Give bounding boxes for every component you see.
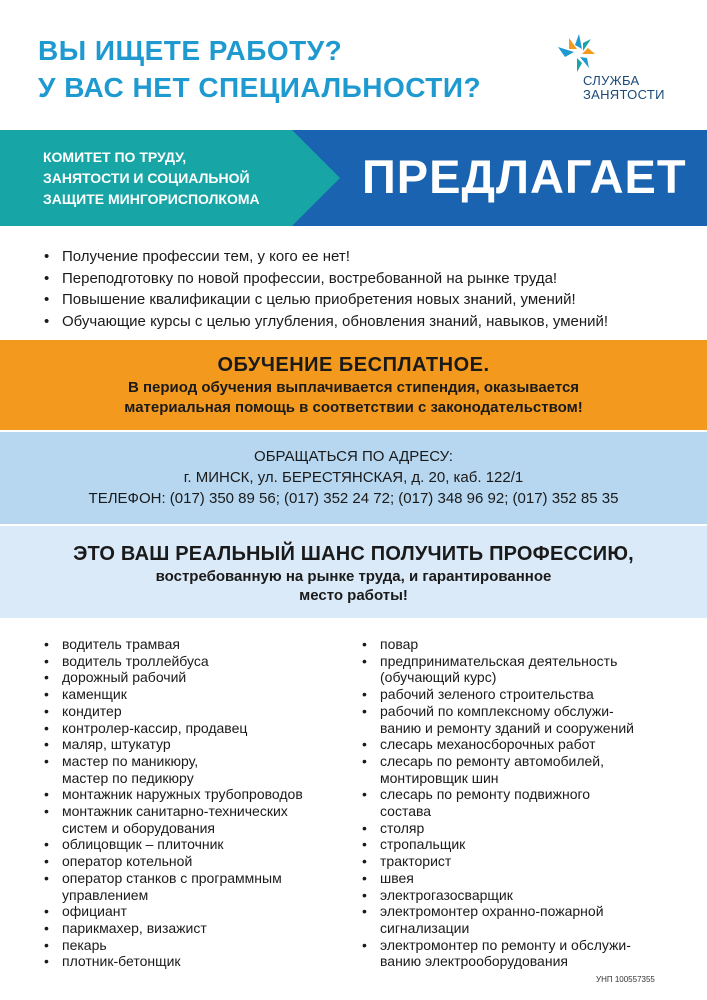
profession-item: • водитель троллейбуса [44, 653, 303, 670]
profession-item: • рабочий зеленого строительства [362, 686, 634, 703]
profession-item: • электромонтер охранно-пожарной сигнализации [362, 903, 634, 936]
contact-phones: ТЕЛЕФОН: (017) 350 89 56; (017) 352 24 72; (017) 348 96 92; (017) 352 85 35 [88, 490, 619, 507]
profession-item: • оператор станков с программным управлением [44, 870, 303, 903]
free-training-section [0, 340, 707, 430]
profession-item: • повар [362, 636, 634, 653]
profession-item: • слесарь по ремонту подвижного состава [362, 786, 634, 819]
free-training-line-2: материальная помощь в соответствии с законодательством! [124, 399, 583, 416]
committee-line-2: ЗАНЯТОСТИ И СОЦИАЛЬНОЙ [43, 170, 250, 186]
chance-title: ЭТО ВАШ РЕАЛЬНЫЙ ШАНС ПОЛУЧИТЬ ПРОФЕССИЮ, [73, 543, 634, 565]
professions-list-right [362, 636, 634, 970]
contact-section [0, 432, 707, 524]
profession-item: • монтажник санитарно-технических систем и оборудования [44, 803, 303, 836]
profession-item: • пекарь [44, 937, 303, 954]
header [0, 0, 707, 130]
profession-item: • каменщик [44, 686, 303, 703]
logo-text-line-2: ЗАНЯТОСТИ [583, 87, 665, 102]
profession-item: • парикмахер, визажист [44, 920, 303, 937]
profession-item: • слесарь по ремонту автомобилей, монтировщик шин [362, 753, 634, 786]
service-logo-icon [555, 30, 603, 78]
contact-heading: ОБРАЩАТЬСЯ ПО АДРЕСУ: [254, 448, 453, 465]
profession-item: • маляр, штукатур [44, 736, 303, 753]
unp-number: УНП 100557355 [596, 975, 655, 984]
committee-line-1: КОМИТЕТ ПО ТРУДУ, [43, 149, 187, 165]
committee-line-3: ЗАЩИТЕ МИНГОРИСПОЛКОМА [43, 191, 260, 207]
offer-item: • Переподготовку по новой профессии, востребованной на рынке труда! [44, 268, 608, 290]
offers-heading: ПРЕДЛАГАЕТ [362, 150, 687, 203]
headline-line-2: У ВАС НЕТ СПЕЦИАЛЬНОСТИ? [38, 72, 482, 103]
contact-address: г. МИНСК, ул. БЕРЕСТЯНСКАЯ, д. 20, каб. 122/1 [183, 469, 524, 486]
profession-item: • мастер по маникюру, мастер по педикюру [44, 753, 303, 786]
committee-name [43, 147, 260, 210]
offer-item: • Обучающие курсы с целью углубления, обновления знаний, навыков, умений! [44, 311, 608, 333]
profession-item: • монтажник наружных трубопроводов [44, 786, 303, 803]
profession-item: • водитель трамвая [44, 636, 303, 653]
profession-item: • стропальщик [362, 836, 634, 853]
free-training-line-1: В период обучения выплачивается стипендия, оказывается [127, 379, 580, 396]
profession-item: • тракторист [362, 853, 634, 870]
profession-item: • оператор котельной [44, 853, 303, 870]
offer-item: • Повышение квалификации с целью приобретения новых знаний, умений! [44, 289, 608, 311]
profession-item: • дорожный рабочий [44, 669, 303, 686]
profession-item: • электромонтер по ремонту и обслужи- ванию электрооборудования [362, 937, 634, 970]
free-training-title: ОБУЧЕНИЕ БЕСПЛАТНОЕ. [217, 354, 490, 376]
page-headline [38, 32, 481, 106]
profession-item: • официант [44, 903, 303, 920]
profession-item: • слесарь механосборочных работ [362, 736, 634, 753]
profession-item: • электрогазосварщик [362, 887, 634, 904]
profession-item: • плотник-бетонщик [44, 953, 303, 970]
profession-item: • рабочий по комплексному обслужи- ванию и ремонту зданий и сооружений [362, 703, 634, 736]
headline-line-1: ВЫ ИЩЕТЕ РАБОТУ? [38, 35, 343, 66]
offer-banner [0, 130, 707, 226]
chance-section [0, 526, 707, 618]
professions-list-left [44, 636, 303, 970]
offer-item: • Получение профессии тем, у кого ее нет! [44, 246, 608, 268]
profession-item: • предпринимательская деятельность (обучающий курс) [362, 653, 634, 686]
profession-item: • облицовщик – плиточник [44, 836, 303, 853]
logo-text-line-1: СЛУЖБА [583, 73, 640, 88]
profession-item: • столяр [362, 820, 634, 837]
profession-item: • швея [362, 870, 634, 887]
chance-line-2: место работы! [299, 587, 408, 604]
profession-item: • кондитер [44, 703, 303, 720]
service-logo-text [583, 74, 665, 102]
chance-line-1: востребованную на рынке труда, и гарантированное [155, 568, 552, 585]
service-logo [555, 30, 675, 110]
profession-item: • контролер-кассир, продавец [44, 720, 303, 737]
offers-list [44, 246, 608, 332]
